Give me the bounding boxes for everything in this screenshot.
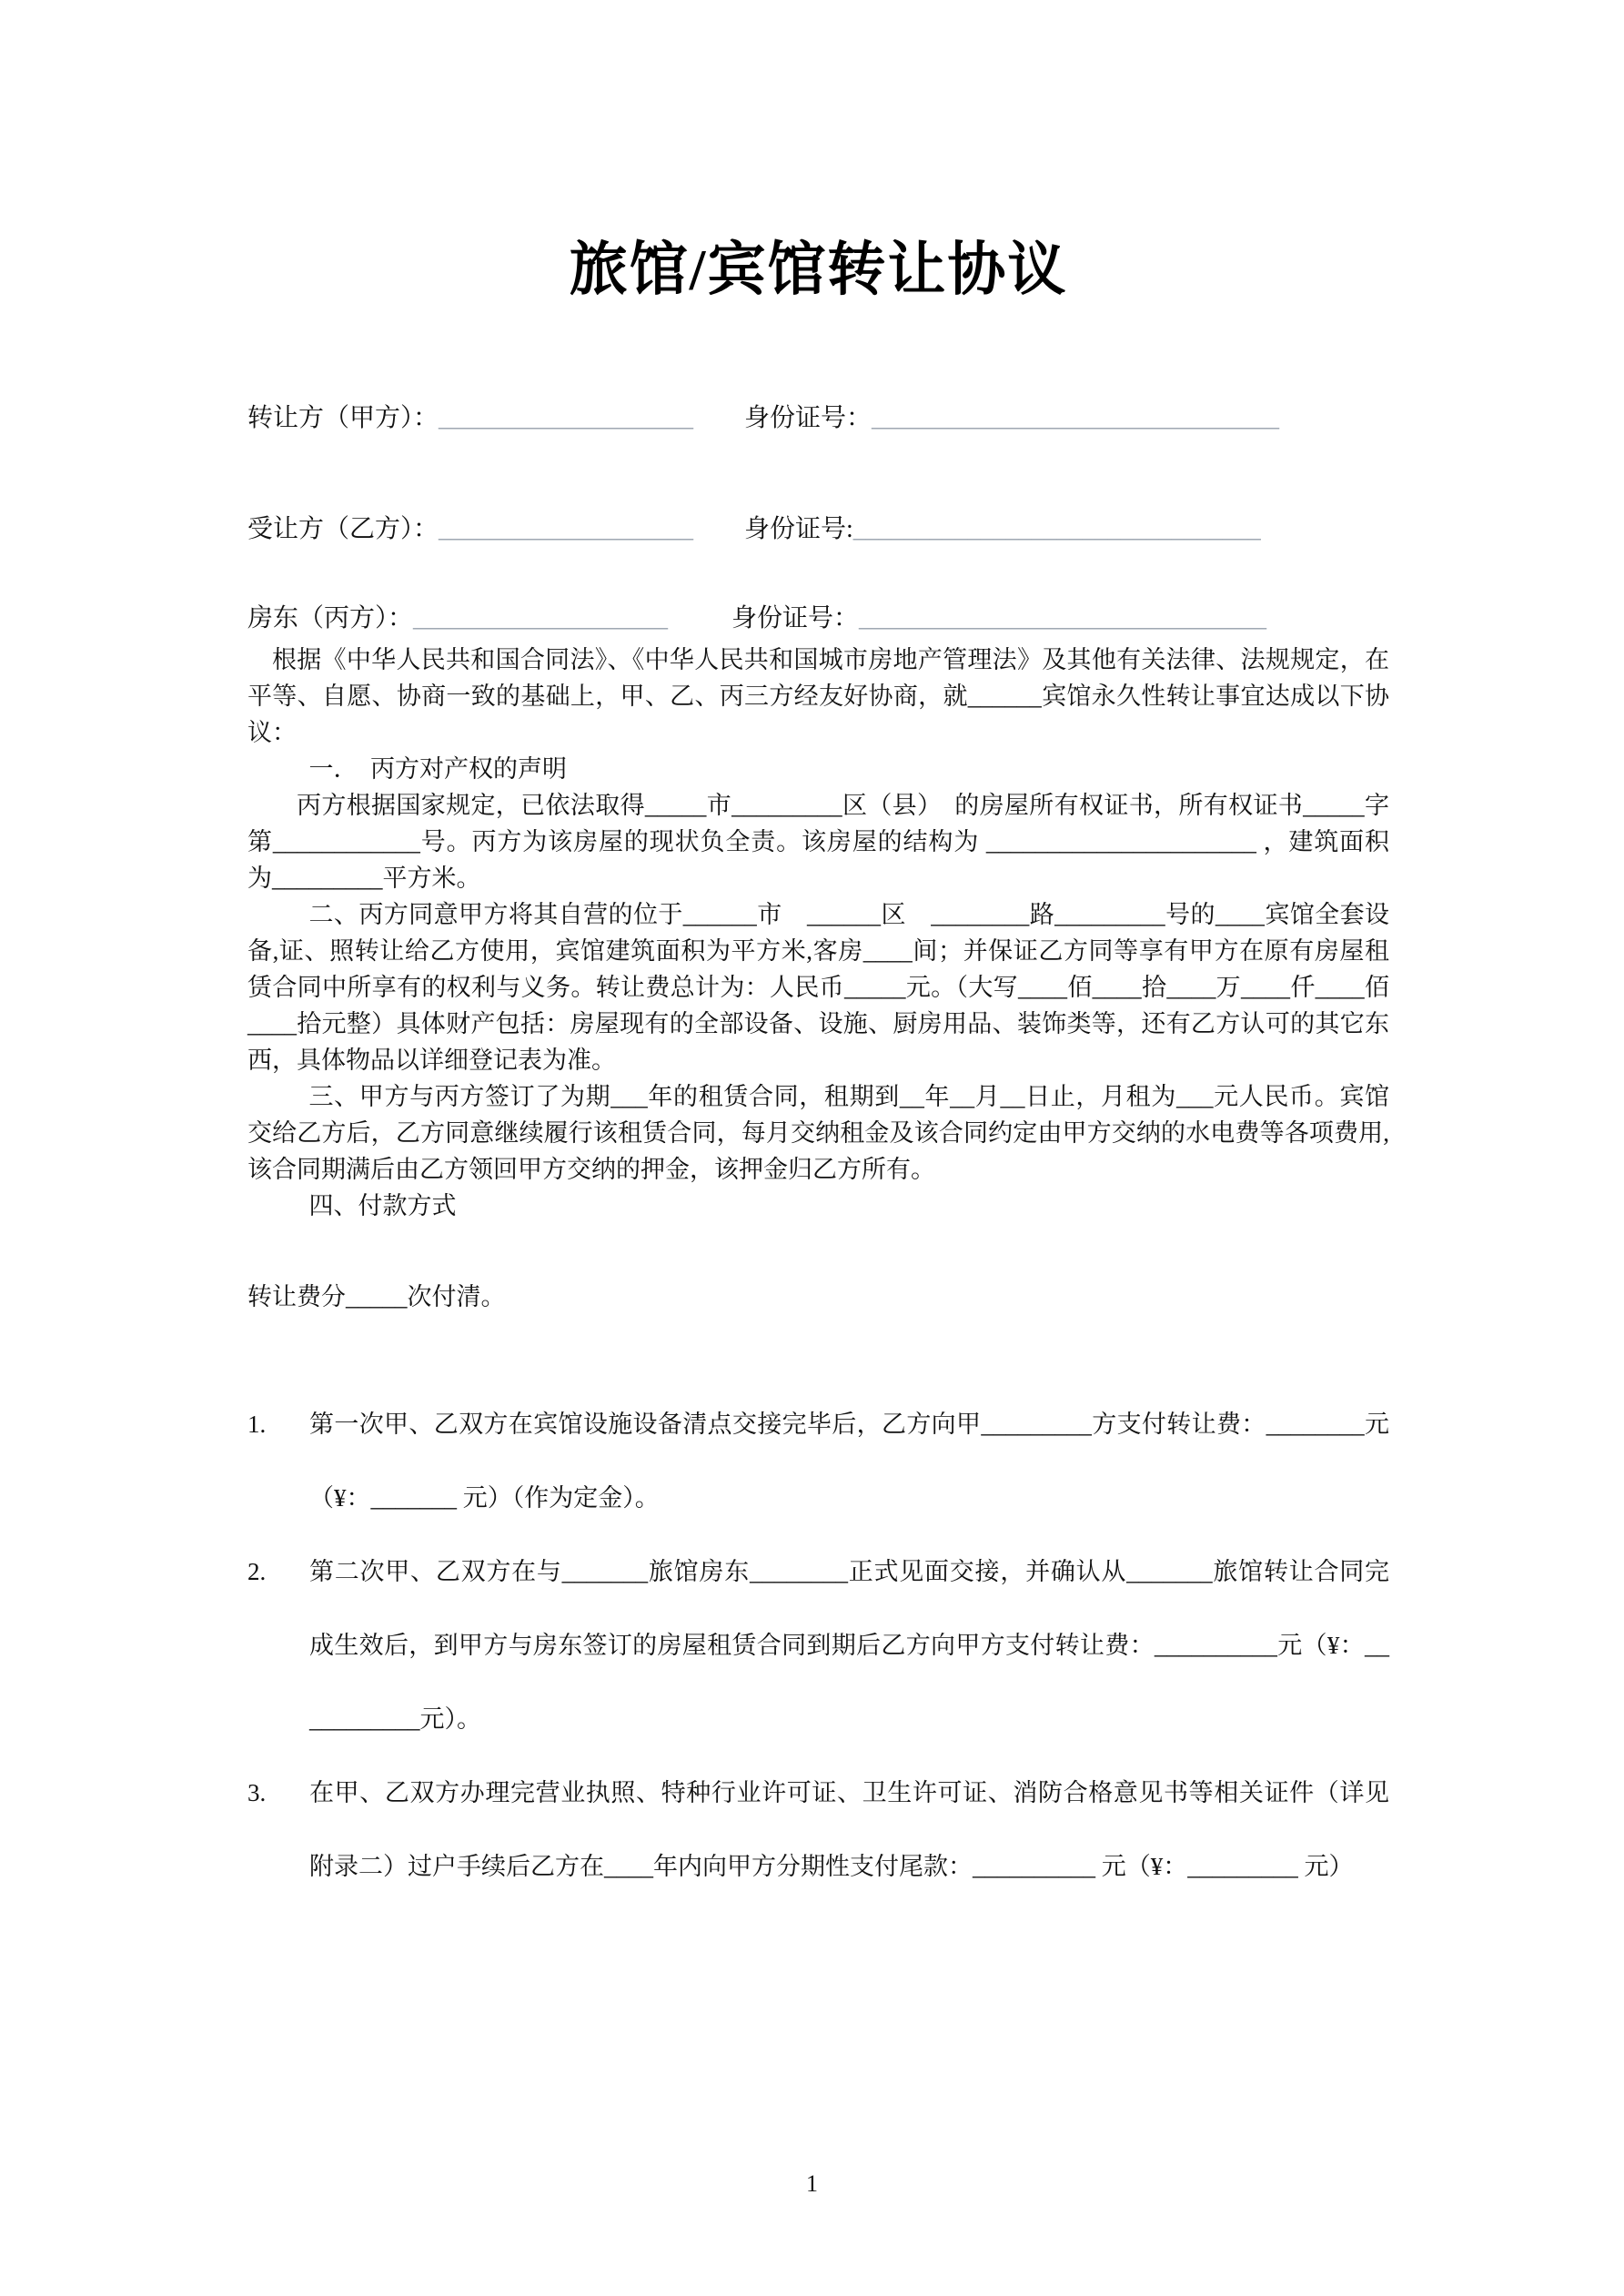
payment-item-3-number: 3.	[247, 1779, 267, 1806]
intro-paragraph: 根据《中华人民共和国合同法》、《中华人民共和国城市房地产管理法》及其他有关法律、法规规定，在平等、自愿、协商一致的基础上，甲、乙、丙三方经友好协商，就______宾馆永久性转让事宜达成以下协议：	[247, 646, 1389, 746]
transferee-id-blank: ________________________________	[852, 515, 1261, 543]
section-1-body: 丙方根据国家规定，已依法取得_____市_________区（县） 的房屋所有权证书，所有权证书_____字第____________号。丙方为该房屋的现状负全责。该房屋的结构为 ______________________ ，建筑面积为_________平方米。	[247, 792, 1389, 892]
party-line-landlord	[247, 598, 1389, 640]
transferor-name-blank: ____________________	[439, 404, 694, 432]
landlord-id-blank: ________________________________	[859, 604, 1267, 632]
payment-item-1-text: 第一次甲、乙双方在宾馆设施设备清点交接完毕后，乙方向甲_________方支付转让费：________元（¥：_______ 元）（作为定金）。	[309, 1411, 1389, 1512]
party-line-transferor	[247, 398, 1389, 440]
transferee-name-blank: ____________________	[439, 515, 694, 543]
party-line-transferee	[247, 509, 1389, 551]
transferor-id-label: 身份证号：	[744, 404, 873, 432]
transferee-label: 受让方（乙方）：	[247, 515, 439, 543]
landlord-name-blank: ____________________	[413, 604, 669, 632]
transferor-id-blank: ________________________________	[872, 404, 1280, 432]
payment-item-3	[247, 1756, 1389, 1904]
section-4-heading: 四、付款方式	[308, 1192, 457, 1219]
section-1-heading: 一． 丙方对产权的声明	[308, 755, 567, 783]
payment-item-1	[247, 1388, 1389, 1535]
transferee-id-label: 身份证号:	[744, 515, 853, 543]
transferor-label: 转让方（甲方）：	[247, 404, 439, 432]
payment-items-list	[247, 1388, 1389, 1904]
section-3-body: 三、甲方与丙方签订了为期___年的租赁合同，租期到__年__月__日止，月租为___元人民币。宾馆交给乙方后，乙方同意继续履行该租赁合同，每月交纳租金及该合同约定由甲方交纳的水电费等各项费用,该合同期满后由乙方领回甲方交纳的押金，该押金归乙方所有。	[247, 1083, 1389, 1183]
landlord-label: 房东（丙方）：	[247, 604, 414, 632]
page-number: 1	[806, 2170, 818, 2197]
section-2-body: 二、丙方同意甲方将其自营的位于______市 ______区 ________路_________号的____宾馆全套设备,证、照转让给乙方使用，宾馆建筑面积为平方米,客房____间；并保证乙方同等享有甲方在原有房屋租赁合同中所享有的权利与义务。转让费总计为：人民币_____元。（大写____佰____拾____万____仟____佰____拾元整）具体财产包括：房屋现有的全部设备、设施、厨房用品、装饰类等，还有乙方认可的其它东西，具体物品以详细登记表为准。	[247, 901, 1389, 1074]
payment-item-2	[247, 1535, 1389, 1756]
payment-item-1-number: 1.	[247, 1411, 267, 1438]
payment-item-3-text: 在甲、乙双方办理完营业执照、特种行业许可证、卫生许可证、消防合格意见书等相关证件（详见附录二）过户手续后乙方在____年内向甲方分期性支付尾款：__________ 元（¥：_________ 元）	[309, 1779, 1389, 1880]
payment-item-2-text: 第二次甲、乙双方在与_______旅馆房东________正式见面交接，并确认从_______旅馆转让合同完成生效后，到甲方与房东签订的房屋租赁合同到期后乙方向甲方支付转让费：__________元（¥：___________元）。	[309, 1558, 1389, 1733]
landlord-id-label: 身份证号：	[731, 604, 860, 632]
payment-item-2-number: 2.	[247, 1558, 267, 1585]
payment-intro: 转让费分_____次付清。	[247, 1283, 506, 1310]
document-title: 旅馆/宾馆转让协议	[569, 238, 1068, 302]
